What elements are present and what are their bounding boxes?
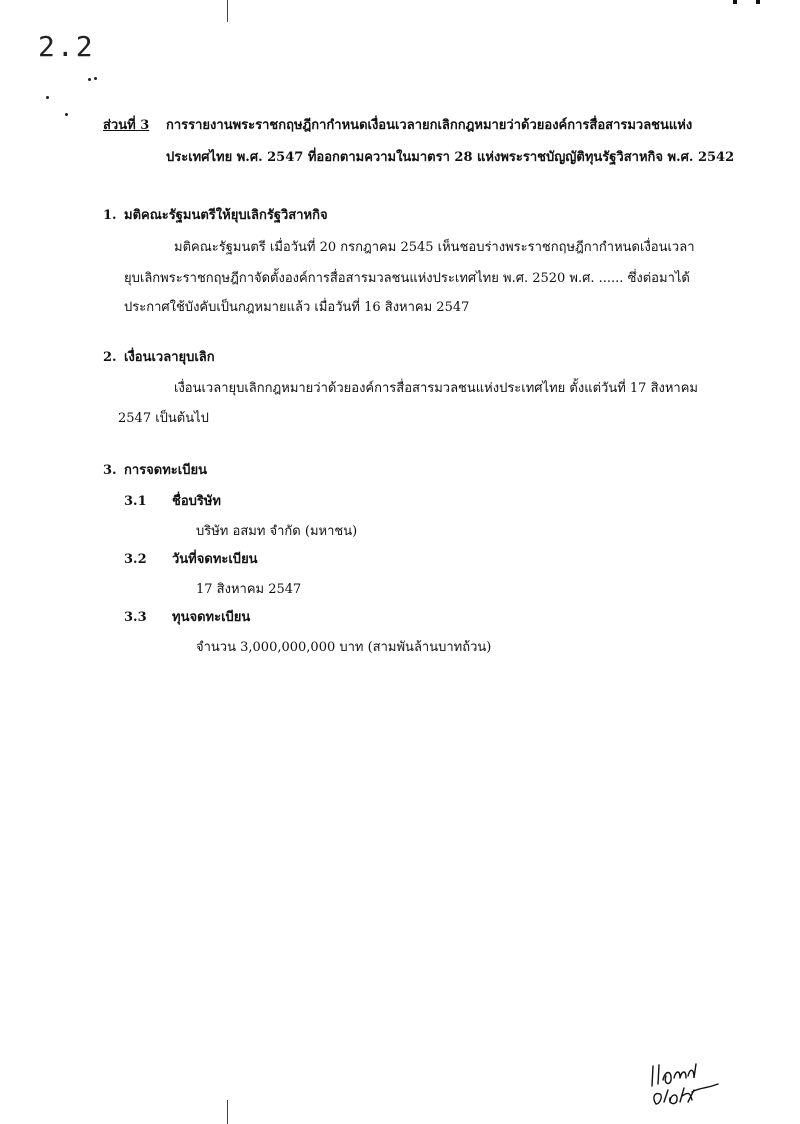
section1-text-line3: ประกาศใช้บังคับเป็นกฎหมายแล้ว เมื่อวันที่ 16 สิงหาคม 2547 bbox=[124, 300, 470, 315]
subsection-3-3-heading: ทุนจดทะเบียน bbox=[172, 610, 251, 625]
scan-corner-mark bbox=[756, 0, 760, 4]
subsection-3-2-heading: วันที่จดทะเบียน bbox=[172, 552, 258, 567]
handwritten-page-number: 2.2 bbox=[38, 30, 95, 63]
section1-text-line1: มติคณะรัฐมนตรี เมื่อวันที่ 20 กรกฎาคม 2545 เห็นชอบร่างพระราชกฤษฎีกากำหนดเงื่อนเวลา bbox=[174, 240, 695, 255]
scan-edge-line-bottom bbox=[227, 1100, 228, 1124]
section3-number: 3. bbox=[103, 463, 117, 478]
scan-corner-mark bbox=[733, 0, 737, 4]
part-title-line1: การรายงานพระราชกฤษฎีกากำหนดเงื่อนเวลายกเลิกกฎหมายว่าด้วยองค์การสื่อสารมวลชนแห่ง bbox=[166, 118, 693, 133]
handwritten-signature bbox=[648, 1058, 728, 1108]
section2-heading: เงื่อนเวลายุบเลิก bbox=[124, 350, 215, 365]
section1-heading: มติคณะรัฐมนตรีให้ยุบเลิกรัฐวิสาหกิจ bbox=[124, 208, 328, 223]
registration-date: 17 สิงหาคม 2547 bbox=[196, 582, 302, 597]
section2-text-line1: เงื่อนเวลายุบเลิกกฎหมายว่าด้วยองค์การสื่อสารมวลชนแห่งประเทศไทย ตั้งแต่วันที่ 17 สิงหาคม bbox=[174, 381, 698, 396]
scan-speck bbox=[94, 77, 97, 80]
scan-speck bbox=[46, 96, 49, 99]
subsection-3-3-number: 3.3 bbox=[124, 610, 147, 625]
section3-heading: การจดทะเบียน bbox=[124, 463, 207, 478]
section2-text-line2: 2547 เป็นต้นไป bbox=[118, 411, 209, 426]
registered-capital: จำนวน 3,000,000,000 บาท (สามพันล้านบาทถ้วน) bbox=[196, 640, 492, 655]
subsection-3-2-number: 3.2 bbox=[124, 552, 147, 567]
scan-speck bbox=[65, 113, 68, 116]
section1-number: 1. bbox=[103, 208, 117, 223]
section2-number: 2. bbox=[103, 350, 117, 365]
section1-text-line2: ยุบเลิกพระราชกฤษฎีกาจัดตั้งองค์การสื่อสารมวลชนแห่งประเทศไทย พ.ศ. 2520 พ.ศ. ...... ซึ่งต่อมาได้ bbox=[124, 271, 690, 286]
part-title-line2: ประเทศไทย พ.ศ. 2547 ที่ออกตามความในมาตรา 28 แห่งพระราชบัญญัติทุนรัฐวิสาหกิจ พ.ศ. 2542 bbox=[166, 150, 735, 165]
subsection-3-1-heading: ชื่อบริษัท bbox=[172, 494, 222, 509]
company-name: บริษัท อสมท จำกัด (มหาชน) bbox=[196, 524, 358, 539]
part-label: ส่วนที่ 3 bbox=[103, 118, 150, 133]
scan-edge-line-top bbox=[227, 0, 228, 22]
scan-speck bbox=[88, 78, 91, 81]
subsection-3-1-number: 3.1 bbox=[124, 494, 147, 509]
